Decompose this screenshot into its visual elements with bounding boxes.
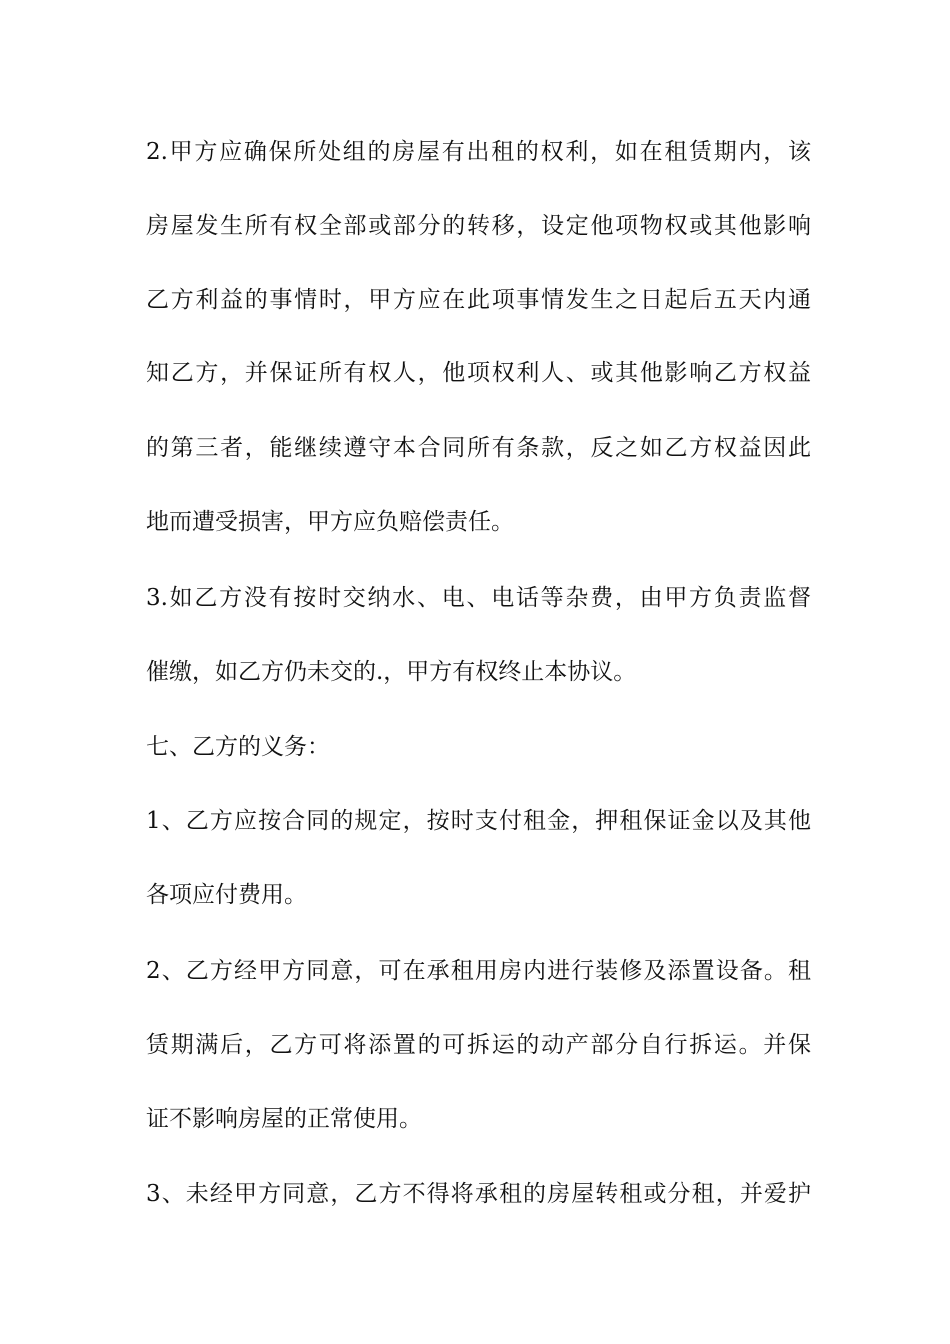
text-line: 1、乙方应按合同的规定，按时支付租金，押租保证金以及其他 <box>146 808 811 834</box>
text-line: 房屋发生所有权全部或部分的转移，设定他项物权或其他影响 <box>146 213 811 239</box>
text-line: 的第三者，能继续遵守本合同所有条款，反之如乙方权益因此 <box>146 435 811 461</box>
text-line: 赁期满后，乙方可将添置的可拆运的动产部分自行拆运。并保 <box>146 1032 811 1058</box>
text-line: 各项应付费用。 <box>146 882 307 908</box>
text-line: 3.如乙方没有按时交纳水、电、电话等杂费，由甲方负责监督 <box>146 585 811 611</box>
text-line: 2.甲方应确保所处组的房屋有出租的权利，如在租赁期内，该 <box>146 139 811 165</box>
text-line: 知乙方，并保证所有权人，他项权利人、或其他影响乙方权益 <box>146 360 811 386</box>
text-line: 3、未经甲方同意，乙方不得将承租的房屋转租或分租，并爱护 <box>146 1181 811 1207</box>
text-line: 证不影响房屋的正常使用。 <box>146 1106 422 1132</box>
section-heading: 七、乙方的义务： <box>146 734 330 760</box>
text-line: 2、乙方经甲方同意，可在承租用房内进行装修及添置设备。租 <box>146 958 811 984</box>
text-line: 地而遭受损害，甲方应负赔偿责任。 <box>146 509 514 535</box>
text-line: 乙方利益的事情时，甲方应在此项事情发生之日起后五天内通 <box>146 287 811 313</box>
text-line: 催缴，如乙方仍未交的.，甲方有权终止本协议。 <box>146 659 637 685</box>
